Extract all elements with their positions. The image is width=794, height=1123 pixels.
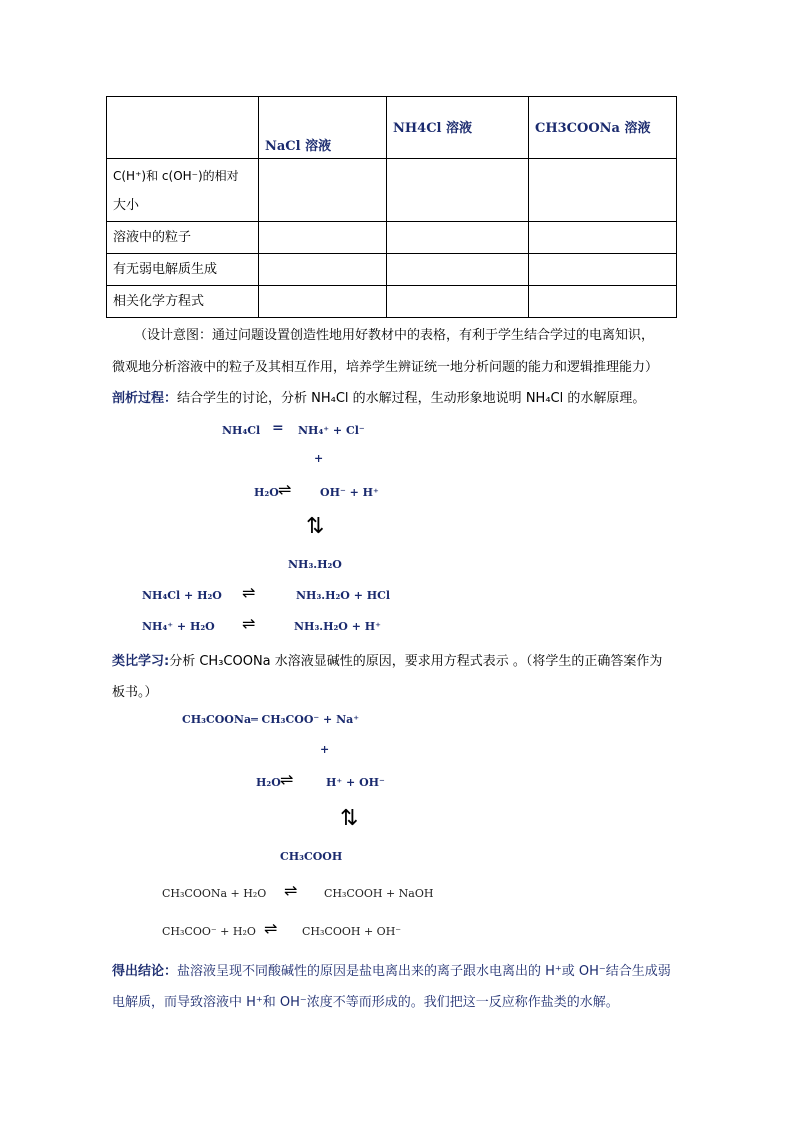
table-row-label: 相关化学方程式: [107, 286, 259, 318]
analysis-text: 结合学生的讨论，分析 NH₄Cl 的水解过程，生动形象地说明 NH₄Cl 的水解原理。: [177, 391, 646, 406]
equilibrium-arrow-icon: ⇌: [264, 919, 278, 938]
ch3coona-dissoc: CH₃COONa═ CH₃COO⁻ + Na⁺: [182, 713, 360, 726]
conclusion-label: 得出结论：: [112, 964, 178, 979]
nh4cl-eq2-left: NH₄⁺ + H₂O: [142, 620, 215, 633]
nh4cl-plus: +: [314, 452, 324, 465]
conclusion-text1: 盐溶液呈现不同酸碱性的原因是盐电离出来的离子跟水电离出的 H⁺或 OH⁻结合生成弱: [177, 964, 671, 979]
table-cell: [529, 159, 677, 222]
analysis-paragraph: [112, 387, 645, 406]
conclusion-text2: 电解质，而导致溶液中 H⁺和 OH⁻浓度不等而形成的。我们把这一反应称作盐类的水解。: [112, 995, 619, 1010]
table-row-label: [107, 159, 259, 222]
ch3coona-eq1-left: CH₃COONa + H₂O: [162, 887, 267, 900]
table-row-label: 溶液中的粒子: [107, 222, 259, 254]
nh4cl-product: NH₃.H₂O: [288, 558, 342, 571]
table-cell: [529, 222, 677, 254]
nh4cl-eq1-left: NH₄Cl + H₂O: [142, 589, 222, 602]
table-cell: [387, 222, 529, 254]
table-cell: [259, 254, 387, 286]
nh4cl-eq1-right: NH₃.H₂O + HCl: [296, 589, 391, 602]
ch3coona-eq2-right: CH₃COOH + OH⁻: [302, 925, 402, 938]
nh4cl-dissoc-right: NH₄⁺ + Cl⁻: [298, 424, 365, 437]
ch3coona-product: CH₃COOH: [280, 850, 343, 863]
ch3coona-water: H₂O: [256, 776, 281, 789]
comparison-table: [106, 96, 677, 318]
equilibrium-arrow-icon: ⇌: [278, 480, 292, 499]
equilibrium-arrow-icon: ⇌: [242, 614, 256, 633]
design-intent-line2: 微观地分析溶液中的粒子及其相互作用，培养学生辨证统一地分析问题的能力和逻辑推理能力）: [112, 360, 659, 375]
analysis-label: 剖析过程：: [112, 391, 178, 406]
equilibrium-arrow-icon: ⇌: [280, 770, 294, 789]
row-label-line: 大小: [113, 198, 140, 213]
vertical-reversible-arrow-icon: ⇅: [306, 514, 325, 539]
equilibrium-arrow-icon: ⇌: [284, 881, 298, 900]
analogy-label: 类比学习:: [112, 654, 170, 669]
table-cell: [529, 286, 677, 318]
nh4cl-eq2-right: NH₃.H₂O + H⁺: [294, 620, 381, 633]
analogy-paragraph: [112, 650, 662, 669]
analogy-line2: 板书。）: [112, 685, 158, 700]
table-row-label: 有无弱电解质生成: [107, 254, 259, 286]
ch3coona-eq2-left: CH₃COO⁻ + H₂O: [162, 925, 256, 938]
nh4cl-water: H₂O: [254, 486, 279, 499]
nh4cl-water-right: OH⁻ + H⁺: [320, 486, 379, 499]
table-header-nh4cl: NH4Cl 溶液: [387, 97, 529, 159]
table-cell: [259, 286, 387, 318]
table-header-nacl: NaCl 溶液: [259, 97, 387, 159]
table-header-empty: [107, 97, 259, 159]
equilibrium-arrow-icon: ⇌: [242, 583, 256, 602]
table-cell: [387, 159, 529, 222]
table-header-ch3coona: CH3COONa 溶液: [529, 97, 677, 159]
table-cell: [529, 254, 677, 286]
analogy-text: 分析 CH₃COONa 水溶液显碱性的原因，要求用方程式表示 。（将学生的正确答案作为: [169, 654, 663, 669]
table-cell: [387, 286, 529, 318]
table-cell: [387, 254, 529, 286]
nh4cl-dissoc-left: NH₄Cl: [222, 424, 261, 437]
ch3coona-water-right: H⁺ + OH⁻: [326, 776, 385, 789]
vertical-reversible-arrow-icon: ⇅: [340, 806, 359, 831]
nh4cl-dissoc-eq: =: [272, 420, 284, 436]
row-label-line: C(H⁺)和 c(OH⁻)的相对: [113, 169, 239, 183]
conclusion-paragraph: [112, 960, 671, 979]
ch3coona-plus: +: [320, 743, 330, 756]
table-cell: [259, 159, 387, 222]
ch3coona-eq1-right: CH₃COOH + NaOH: [324, 887, 434, 900]
design-intent-line1: （设计意图：通过问题设置创造性地用好教材中的表格，有利于学生结合学过的电离知识，: [134, 328, 655, 343]
table-cell: [259, 222, 387, 254]
